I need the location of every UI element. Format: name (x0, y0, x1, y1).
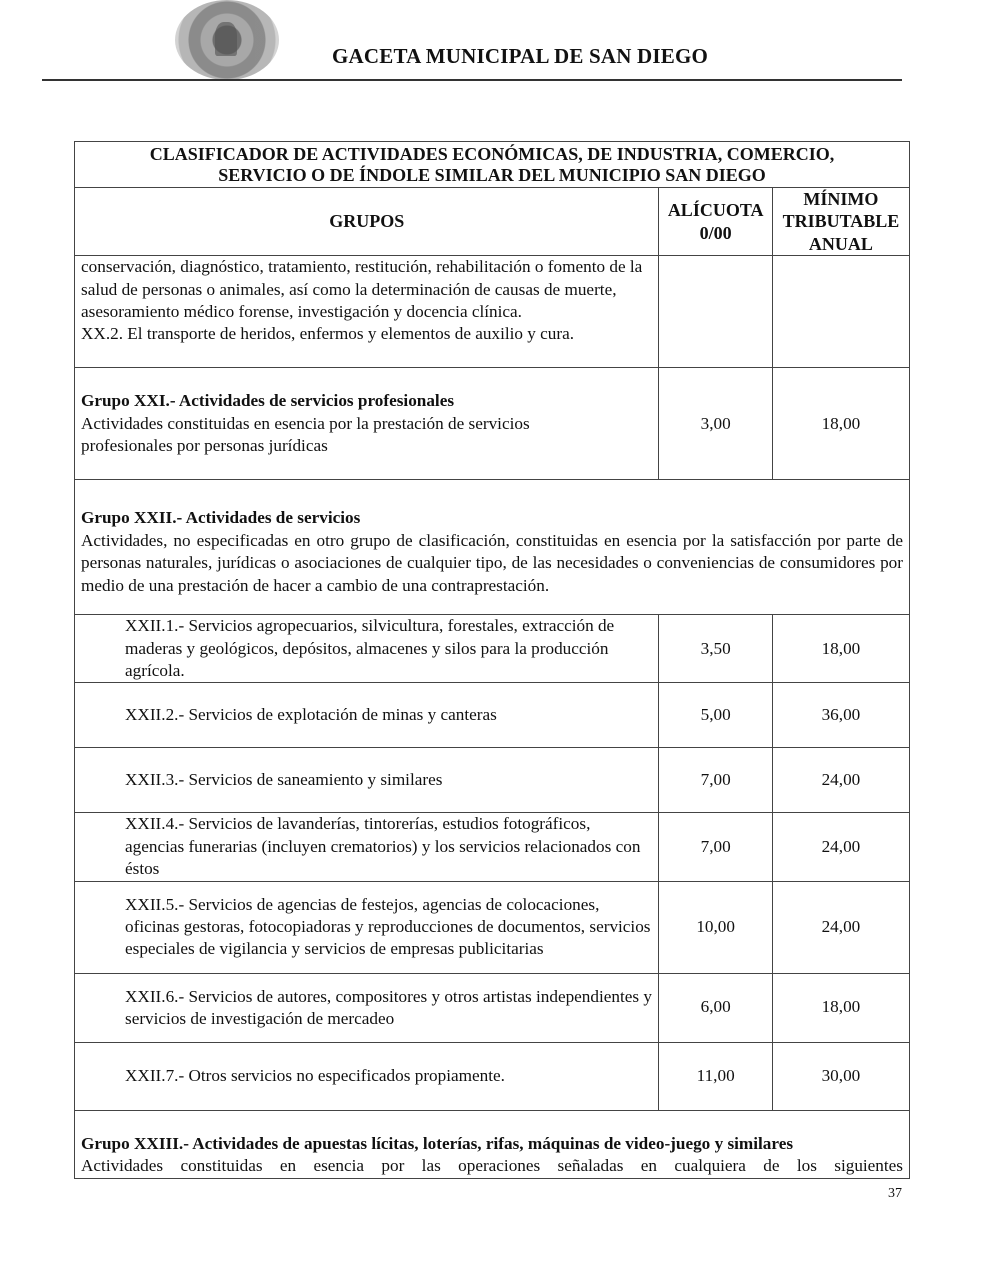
minimo-cell: 18,00 (772, 973, 909, 1042)
gazette-title: GACETA MUNICIPAL DE SAN DIEGO (332, 44, 709, 68)
header-minimo-line-3: ANUAL (808, 233, 873, 254)
table-title-line-2: SERVICIO O DE ÍNDOLE SIMILAR DEL MUNICIPIO SAN DIEGO (218, 164, 766, 185)
table-row (75, 748, 910, 813)
table-row (75, 480, 910, 615)
minimo-cell: 24,00 (772, 881, 909, 973)
row-label: XXII.7.- Otros servicios no especificados propiamente. (75, 1042, 659, 1110)
alicuota-cell: 7,00 (659, 813, 772, 881)
alicuota-cell: 6,00 (659, 973, 772, 1042)
alicuota-cell: 3,00 (659, 368, 772, 480)
table-title-row (75, 142, 910, 188)
alicuota-cell: 7,00 (659, 748, 772, 813)
minimo-cell: 24,00 (772, 813, 909, 881)
header-divider (42, 79, 902, 81)
minimo-cell: 24,00 (772, 748, 909, 813)
table-row (75, 813, 910, 881)
table-row (75, 256, 910, 368)
empty-cell (659, 256, 772, 368)
table-row (75, 1042, 910, 1110)
grupo-21-desc: Actividades constituidas en esencia por la prestación de servicios profesionales por personas jurídicas (81, 413, 530, 455)
table-row (75, 881, 910, 973)
activities-classifier-table (74, 141, 910, 1179)
alicuota-cell: 5,00 (659, 683, 772, 748)
alicuota-cell: 11,00 (659, 1042, 772, 1110)
minimo-cell: 18,00 (772, 615, 909, 683)
continuation-xx2: XX.2. El transporte de heridos, enfermos y elementos de auxilio y cura. (81, 324, 575, 344)
table-row (75, 615, 910, 683)
continuation-text: conservación, diagnóstico, tratamiento, restitución, rehabilitación o fomento de la salud de personas o animales, así como la determinación de causas de muerte, asesoramiento médico forense, investigación y docencia clínica. (81, 257, 643, 322)
header-grupos: GRUPOS (75, 188, 659, 256)
row-label: XXII.4.- Servicios de lavanderías, tintorerías, estudios fotográficos, agencias funerarias (incluyen crematorios) y los servicios relacionados con éstos (75, 813, 659, 881)
empty-cell (772, 256, 909, 368)
header-minimo-line-1: MÍNIMO (803, 189, 879, 209)
page-number: 37 (888, 1186, 902, 1201)
row-label: XXII.3.- Servicios de saneamiento y similares (75, 748, 659, 813)
row-label: XXII.5.- Servicios de agencias de festejos, agencias de colocaciones, oficinas gestoras, fotocopiadoras y reproducciones de documentos, servicios especiales de vigilancia y servicios de empresas publicitarias (75, 881, 659, 973)
minimo-cell: 36,00 (772, 683, 909, 748)
grupo-23-title: Grupo XXIII.- Actividades de apuestas lícitas, loterías, rifas, máquinas de video-juego y similares (81, 1133, 794, 1153)
table-header-row (75, 188, 910, 256)
alicuota-cell: 3,50 (659, 615, 772, 683)
table-row (75, 683, 910, 748)
grupo-21-title: Grupo XXI.- Actividades de servicios profesionales (81, 391, 455, 411)
header-alicuota-unit: 0/00 (699, 222, 732, 243)
row-label: XXII.6.- Servicios de autores, compositores y otros artistas independientes y servicios de investigación de mercadeo (75, 973, 659, 1042)
header-minimo (772, 188, 909, 256)
grupo-23-desc: Actividades constituidas en esencia por las operaciones señaladas en cualquiera de los siguientes (81, 1156, 903, 1176)
table-title-line-1: CLASIFICADOR DE ACTIVIDADES ECONÓMICAS, DE INDUSTRIA, COMERCIO, (149, 143, 835, 164)
table-row (75, 1110, 910, 1178)
header-minimo-line-2: TRIBUTABLE (782, 211, 900, 232)
minimo-cell: 18,00 (772, 368, 909, 480)
grupo-22-desc: Actividades, no especificadas en otro grupo de clasificación, constituidas en esencia por la satisfacción por parte de personas naturales, jurídicas o asociaciones de cualquier tipo, de las necesidades o conveniencias de consumidores por medio de una prestación de hacer a cambio de una contraprestación. (81, 530, 903, 595)
table-row (75, 368, 910, 480)
row-label: XXII.1.- Servicios agropecuarios, silvicultura, forestales, extracción de maderas y geológicos, depósitos, almacenes y silos para la producción agrícola. (75, 615, 659, 683)
minimo-cell: 30,00 (772, 1042, 909, 1110)
header-alicuota-label: ALÍCUOTA (667, 200, 764, 221)
row-label: XXII.2.- Servicios de explotación de minas y canteras (75, 683, 659, 748)
municipal-seal-logo (175, 0, 279, 80)
alicuota-cell: 10,00 (659, 881, 772, 973)
table-row (75, 973, 910, 1042)
header-alicuota (659, 188, 772, 256)
grupo-22-title: Grupo XXII.- Actividades de servicios (81, 508, 361, 528)
